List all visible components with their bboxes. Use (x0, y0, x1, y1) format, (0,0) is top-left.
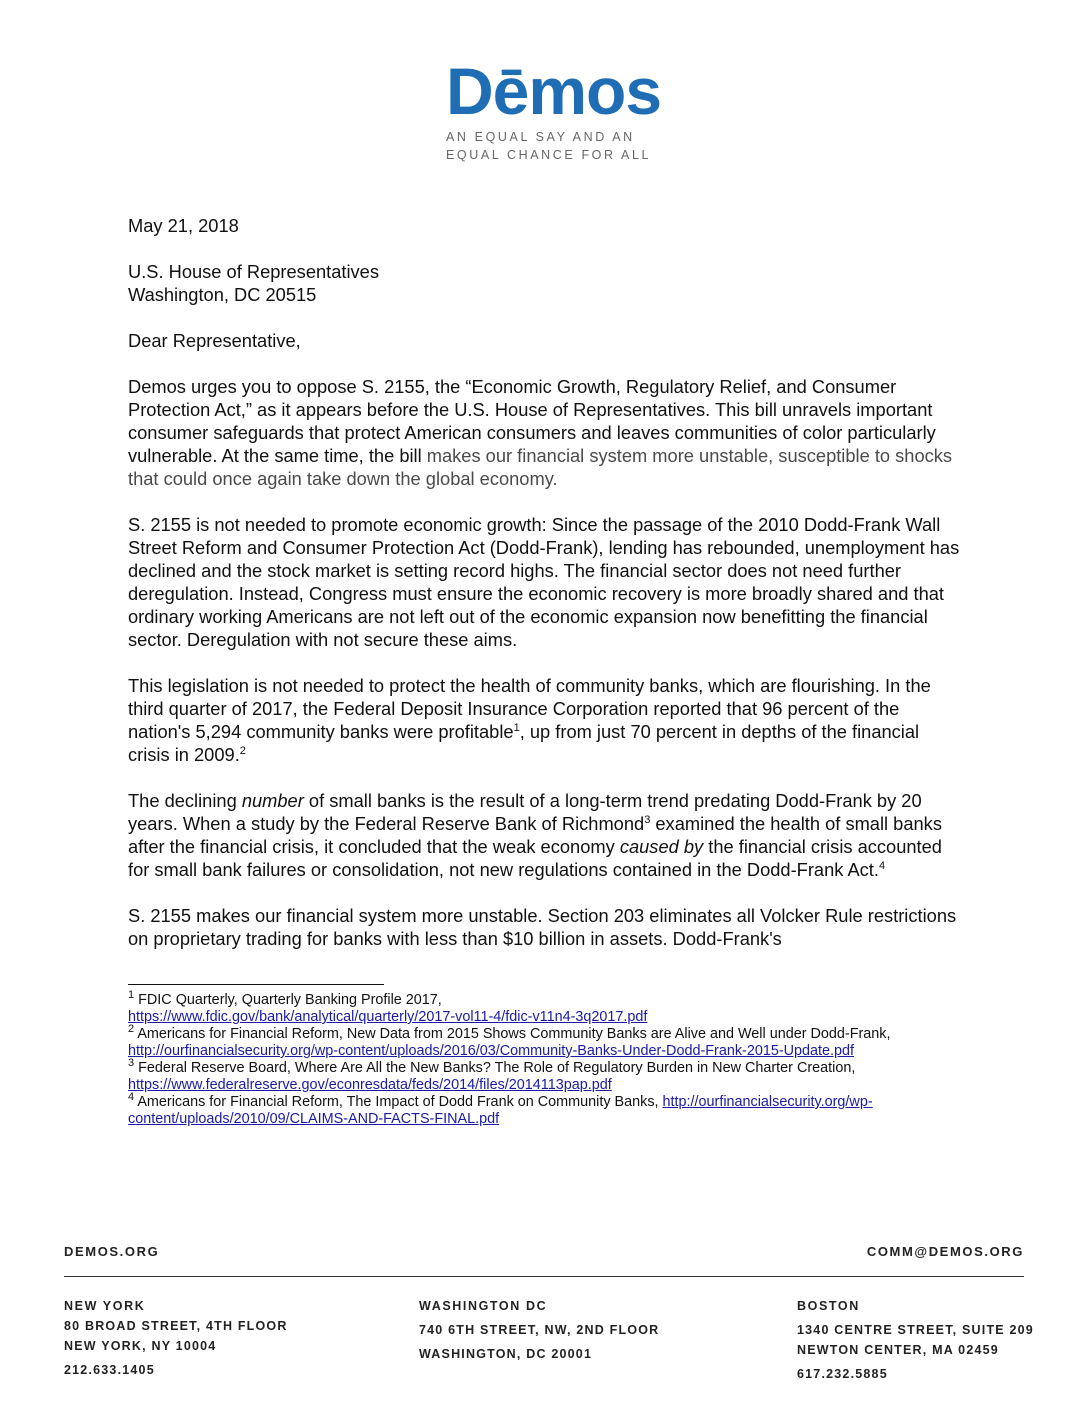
footnote-2-text: Americans for Financial Reform, New Data from 2015 Shows Community Banks are Alive and Well under Dodd-Frank, (134, 1026, 891, 1042)
paragraph-4-text-b: of small banks is the result of a long-term trend predating Dodd-Frank by 20 years. When a study by the Federal Reserve Bank of Richmond (128, 790, 922, 834)
footer-contact-row (64, 1244, 1024, 1259)
paragraph-3-text-b: , up from just 70 percent in depths of the financial crisis in 2009. (128, 721, 920, 765)
footnote-4-text: Americans for Financial Reform, The Impact of Dodd Frank on Community Banks, (134, 1094, 663, 1110)
office-washington-dc (419, 1296, 659, 1364)
office-address-line-1: 1340 CENTRE STREET, SUITE 209 (797, 1323, 1034, 1337)
footnote-1 (128, 989, 968, 1026)
recipient-line-2: Washington, DC 20515 (128, 284, 317, 305)
paragraph-4-text-a: The declining (128, 790, 242, 811)
footnote-ref-2: 2 (239, 744, 246, 757)
letter-body (128, 214, 960, 950)
office-phone: 212.633.1405 (64, 1363, 155, 1377)
footnote-2 (128, 1023, 968, 1060)
paragraph-3-text-a: This legislation is not needed to protect the health of community banks, which are flourishing. In the third quarter of 2017, the Federal Deposit Insurance Corporation reported that 96 percent of the nation's 5,294 community banks were profitable (128, 675, 931, 742)
footnote-ref-3: 3 (644, 813, 651, 826)
footnote-2-link[interactable]: http://ourfinancialsecurity.org/wp-content/uploads/2016/03/Community-Banks-Under-Dodd-Frank-2015-Update.pdf (128, 1043, 855, 1059)
office-address-line-2: NEWTON CENTER, MA 02459 (797, 1343, 999, 1357)
footer-divider (64, 1276, 1024, 1277)
demos-logo (446, 54, 662, 164)
office-city: BOSTON (797, 1299, 860, 1313)
footnotes (128, 989, 968, 1128)
paragraph-1-muted: makes our financial system more unstable, susceptible to shocks that could once again take down the global economy. (128, 445, 953, 489)
logo-tagline-2: EQUAL CHANCE FOR ALL (446, 148, 652, 162)
paragraph-4-text-c: examined the health of small banks after the financial crisis, it concluded that the weak economy (128, 813, 942, 857)
footnote-3-link[interactable]: https://www.federalreserve.gov/econresdata/feds/2014/files/2014113pap.pdf (128, 1077, 612, 1093)
paragraph-3 (128, 674, 960, 766)
office-address-line-2: NEW YORK, NY 10004 (64, 1339, 217, 1353)
footnote-1-text: FDIC Quarterly, Quarterly Banking Profile 2017, (134, 992, 442, 1008)
logo-wordmark: Dēmos (446, 54, 662, 128)
footnote-3-text: Federal Reserve Board, Where Are All the New Banks? The Role of Regulatory Burden in New Charter Creation, (134, 1060, 856, 1076)
office-address-line-1: 80 BROAD STREET, 4TH FLOOR (64, 1319, 288, 1333)
footnote-1-link[interactable]: https://www.fdic.gov/bank/analytical/quarterly/2017-vol11-4/fdic-v11n4-3q2017.pdf (128, 1009, 648, 1025)
footer-email-link[interactable]: COMM@DEMOS.ORG (866, 1244, 1024, 1259)
footnote-4-number: 4 (128, 1091, 135, 1104)
paragraph-1 (128, 375, 960, 490)
footnote-4 (128, 1091, 968, 1128)
paragraph-4-emphasis-2: caused by (619, 836, 704, 857)
footnote-1-number: 1 (128, 989, 135, 1002)
footnote-3 (128, 1057, 968, 1094)
office-address-line-2: WASHINGTON, DC 20001 (419, 1347, 593, 1361)
office-boston (797, 1296, 1034, 1384)
footnote-ref-1: 1 (513, 721, 520, 734)
paragraph-5: S. 2155 makes our financial system more unstable. Section 203 eliminates all Volcker Rule restrictions on proprietary trading for banks with less than $10 billion in assets. Dodd-Frank's (128, 905, 957, 949)
footnote-2-number: 2 (128, 1023, 135, 1036)
footnote-divider (128, 984, 384, 985)
office-city: WASHINGTON DC (419, 1299, 548, 1313)
salutation: Dear Representative, (128, 330, 301, 351)
logo-tagline-1: AN EQUAL SAY AND AN (446, 130, 635, 144)
footnote-ref-4: 4 (878, 859, 886, 872)
paragraph-4 (128, 789, 960, 881)
footer-website-link[interactable]: DEMOS.ORG (64, 1244, 160, 1259)
footnote-4-link[interactable]: http://ourfinancialsecurity.org/wp-content/uploads/2010/09/CLAIMS-AND-FACTS-FINAL.pdf (128, 1094, 873, 1127)
recipient-line-1: U.S. House of Representatives (128, 261, 379, 282)
letter-date: May 21, 2018 (128, 215, 239, 236)
footnote-3-number: 3 (128, 1057, 135, 1070)
office-new-york (64, 1296, 288, 1380)
paragraph-4-text-d: the financial crisis accounted for small bank failures or consolidation, not new regulations contained in the Dodd-Frank Act. (128, 836, 942, 880)
paragraph-1-main: Demos urges you to oppose S. 2155, the “Economic Growth, Regulatory Relief, and Consumer Protection Act,” as it appears before the U.S. House of Representatives. This bill unravels important consumer safeguards that protect American consumers and leaves communities of color particularly vulnerable. At the same time, the bill (128, 376, 936, 466)
office-address-line-1: 740 6TH STREET, NW, 2ND FLOOR (419, 1323, 660, 1337)
office-city: NEW YORK (64, 1299, 146, 1313)
paragraph-2: S. 2155 is not needed to promote economic growth: Since the passage of the 2010 Dodd-Frank Wall Street Reform and Consumer Protection Act (Dodd-Frank), lending has rebounded, unemployment has declined and the stock market is setting record highs. The financial sector does not need further deregulation. Instead, Congress must ensure the economic recovery is more broadly shared and that ordinary working Americans are not left out of the economic expansion now benefitting the financial sector. Deregulation with not secure these aims. (128, 514, 960, 650)
paragraph-4-emphasis-1: number (241, 790, 304, 811)
office-phone: 617.232.5885 (797, 1367, 888, 1381)
